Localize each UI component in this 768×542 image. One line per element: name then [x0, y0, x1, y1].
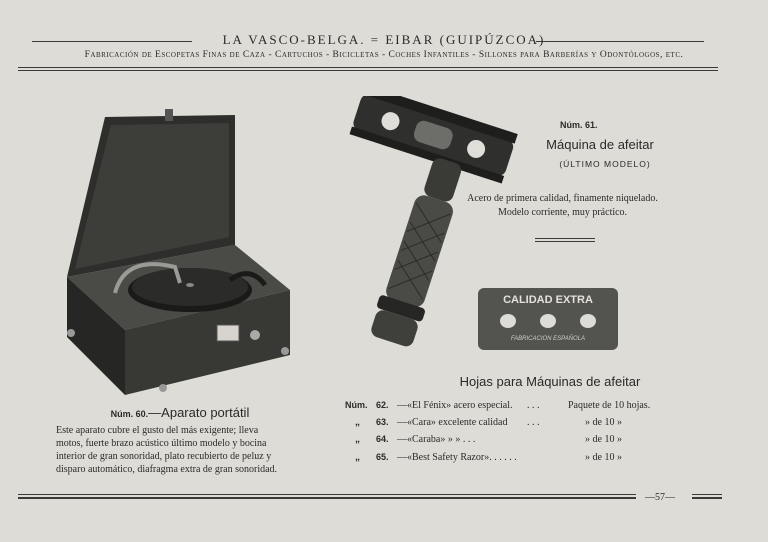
item61-desc-line2: Modelo corriente, muy práctico. — [497, 207, 628, 218]
item60-title: —Aparato portátil — [148, 405, 250, 420]
row-name: —«Cara» excelente calidad — [397, 417, 508, 428]
razor-blade-illustration — [478, 288, 618, 350]
page-title: LA VASCO-BELGA. = EIBAR (GUIPÚZCOA) — [222, 32, 546, 47]
row-name: —«El Fénix» acero especial. — [397, 400, 513, 411]
row-dots: . . . — [527, 417, 540, 428]
row-prefix: „ — [355, 417, 360, 428]
blade-sublabel: FABRICACION ESPAÑOLA — [510, 336, 586, 342]
blade-hole — [540, 314, 556, 328]
blade-hole — [500, 314, 516, 328]
gramophone-illustration — [55, 105, 305, 405]
blade-label: CALIDAD EXTRA — [503, 294, 593, 306]
item61-number: Núm. 61. — [560, 120, 598, 130]
row-num: 64. — [376, 434, 389, 444]
page-subtitle: Fabricación de Escopetas Finas de Caza - Cartuchos - Bicicletas - Coches Infantiles - Sillones para Barberías y Odontólogos, etc. — [84, 50, 684, 60]
row-name: —«Best Safety Razor». . . . . . — [397, 452, 517, 463]
item60-desc-line: interior de gran sonoridad, plato recubierto de peluz y — [56, 451, 272, 462]
blades-title: Hojas para Máquinas de afeitar — [459, 374, 641, 389]
row-num: 65. — [376, 452, 389, 462]
row-package: » de 10 » — [585, 452, 622, 463]
row-num: 63. — [376, 417, 389, 427]
item61-title: Máquina de afeitar — [546, 137, 654, 152]
item60-number: Núm. 60. — [110, 409, 149, 419]
row-prefix: „ — [355, 452, 360, 463]
blade-hole — [580, 314, 596, 328]
row-package: Paquete de 10 hojas. — [568, 400, 651, 411]
row-dots: . . . — [527, 400, 540, 411]
item60-caption — [60, 404, 300, 422]
item60-desc-line: motos, fuerte brazo acústico último modelo y bocina — [56, 438, 267, 449]
row-prefix: Núm. — [345, 400, 368, 410]
item61-desc-line1: Acero de primera calidad, finamente niquelado. — [467, 193, 658, 204]
item60-desc-line: Este aparato cubre el gusto del más exigente; lleva — [56, 425, 259, 436]
row-prefix: „ — [355, 434, 360, 445]
row-package: » de 10 » — [585, 434, 622, 445]
row-name: —«Caraba» » » . . . — [397, 434, 476, 445]
item61-subtitle: (ÚLTIMO MODELO) — [559, 159, 651, 169]
page-number: —57— — [645, 492, 675, 503]
row-num: 62. — [376, 400, 389, 410]
item60-desc-line: disparo automático, diafragma extra de gran sonoridad. — [56, 464, 278, 475]
row-package: » de 10 » — [585, 417, 622, 428]
